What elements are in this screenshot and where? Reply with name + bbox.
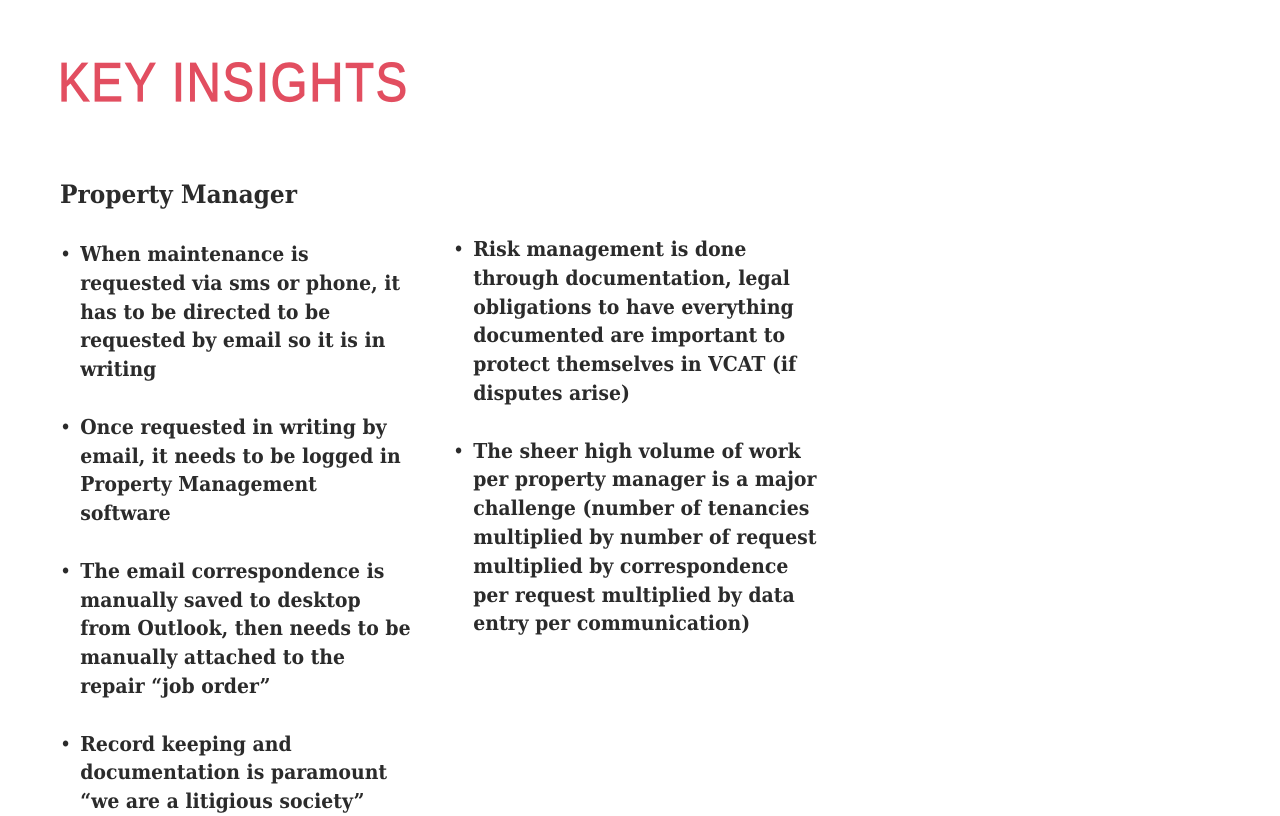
insight-item [60, 730, 412, 816]
insight-text: The email correspondence is manually saved to desktop from Outlook, then needs to be manually attached to the repair “job order” [80, 558, 411, 698]
insight-item [453, 235, 825, 408]
bullet-icon: • [453, 237, 465, 261]
insights-list-left [60, 240, 412, 816]
bullet-icon: • [60, 558, 72, 583]
insight-text: When maintenance is requested via sms or phone, it has to be directed to be requested by email so it is in writing [80, 242, 401, 382]
insight-item [453, 437, 825, 639]
insight-text: Once requested in writing by email, it needs to be logged in Property Management software [80, 414, 401, 526]
bullet-icon: • [60, 731, 72, 756]
slide-title: KEY INSIGHTS [58, 51, 409, 113]
insight-item [60, 413, 412, 528]
bullet-icon: • [60, 414, 72, 439]
section-subtitle: Property Manager [60, 180, 297, 209]
insights-list-right [453, 235, 825, 638]
insight-text: The sheer high volume of work per property manager is a major challenge (number of tenancies multiplied by number of request multiplied by correspondence per request multiplied by data entry per communication) [473, 438, 817, 636]
bullet-icon: • [60, 242, 72, 266]
insight-text: Record keeping and documentation is paramount “we are a litigious society” [80, 731, 388, 814]
insight-item [60, 557, 412, 701]
insight-item [60, 240, 412, 384]
insight-text: Risk management is done through documentation, legal obligations to have everything documented are important to protect themselves in VCAT (if disputes arise) [473, 237, 797, 405]
bullet-icon: • [453, 438, 465, 463]
